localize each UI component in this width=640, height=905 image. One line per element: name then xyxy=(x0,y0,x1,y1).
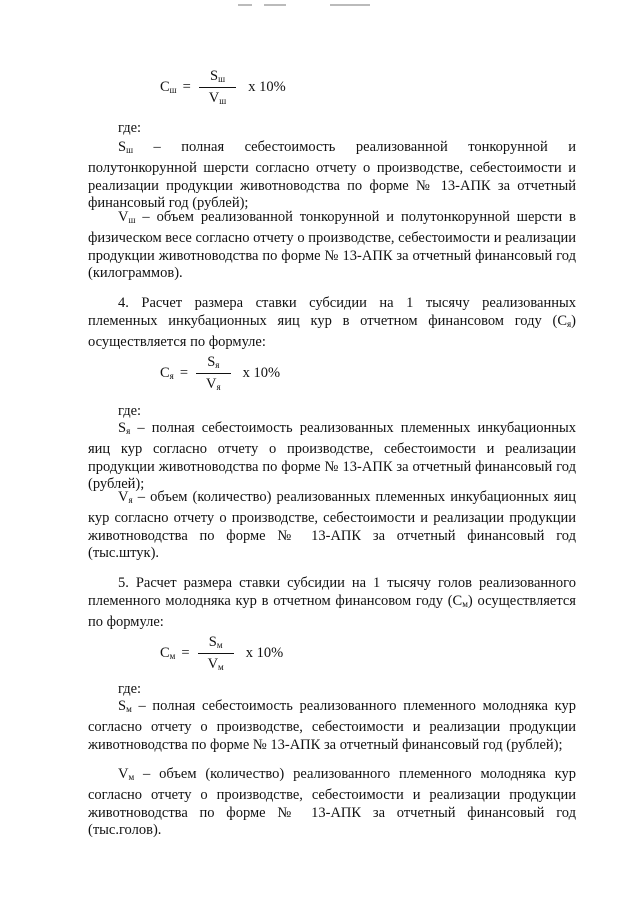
formula-lhs: $C_ш$ xyxy=(160,79,177,95)
formula-eggs xyxy=(160,354,280,393)
formula-lhs: $C_я$ xyxy=(160,365,174,381)
scan-artifact xyxy=(238,4,252,6)
formula-fraction xyxy=(199,68,236,107)
fraction-numerator: $S_я$ xyxy=(207,354,220,370)
formula-lhs: $C_м$ xyxy=(160,645,176,661)
fraction-denominator: $V_я$ xyxy=(196,373,231,393)
formula-eq: = xyxy=(182,79,191,95)
formula-young-hens xyxy=(160,634,283,673)
formula-eq: = xyxy=(181,645,190,661)
fraction-numerator: $S_м$ xyxy=(208,634,223,650)
definition-v-wool: $V_ш$ – объем реализованной тонкорунной и полутонкорунной шерсти в физическом весе согласно отчету о производстве, себестоимости и реализации продукции животноводства по форме № 13-АПК за отчетный финансовый год (килограммов). xyxy=(88,209,576,282)
formula-multiplier: x 10% xyxy=(242,365,281,381)
where-label: где: xyxy=(118,120,142,136)
fraction-denominator: $V_м$ xyxy=(198,653,234,673)
fraction-numerator: $S_ш$ xyxy=(210,68,226,84)
formula-multiplier: x 10% xyxy=(248,79,286,95)
fraction-denominator: $V_ш$ xyxy=(199,87,236,107)
definition-s-wool: $S_ш$ – полная себестоимость реализованной тонкорунной и полутонкорунной шерсти согласно отчету о производстве, себестоимости и реализации продукции животноводства по форме № 13-АПК за отчетный финансовый год (рублей); xyxy=(88,139,576,212)
definition-v-young-hens: $V_м$ – объем (количество) реализованного племенного молодняка кур согласно отчету о производстве, себестоимости и реализации продукции животноводства по форме № 13-АПК за отчетный финансовый год (тыс.голов). xyxy=(88,766,576,839)
formula-fraction xyxy=(196,354,231,393)
formula-wool xyxy=(160,68,286,107)
where-label: где: xyxy=(118,681,142,697)
definition-v-eggs: $V_я$ – объем (количество) реализованных племенных инкубационных яиц кур согласно отчету о производстве, себестоимости и реализации продукции животноводства по форме № 13-АПК за отчетный финансовый год (тыс.штук). xyxy=(88,489,576,562)
section-5-paragraph: 5. Расчет размера ставки субсидии на 1 тысячу голов реализованного племенного молодняка кур в отчетном финансовом году $(C_м)$ осуществляется по формуле: xyxy=(88,575,576,630)
where-label: где: xyxy=(118,403,142,419)
formula-fraction xyxy=(198,634,234,673)
section-4-paragraph: 4. Расчет размера ставки субсидии на 1 тысячу реализованных племенных инкубационных яиц кур в отчетном финансовом году $(C_я)$ осуществляется по формуле: xyxy=(88,295,576,350)
formula-eq: = xyxy=(179,365,188,381)
scan-artifact xyxy=(330,4,370,6)
scan-artifact xyxy=(264,4,286,6)
definition-s-young-hens: $S_м$ – полная себестоимость реализованного племенного молодняка кур согласно отчету о производстве, себестоимости и реализации продукции животноводства по форме № 13-АПК за отчетный финансовый год (рублей); xyxy=(88,698,576,753)
formula-multiplier: x 10% xyxy=(245,645,284,661)
definition-s-eggs: $S_я$ – полная себестоимость реализованных племенных инкубационных яиц кур согласно отчету о производстве, себестоимости и реализации продукции животноводства по форме № 13-АПК за отчетный финансовый год (рублей); xyxy=(88,420,576,493)
